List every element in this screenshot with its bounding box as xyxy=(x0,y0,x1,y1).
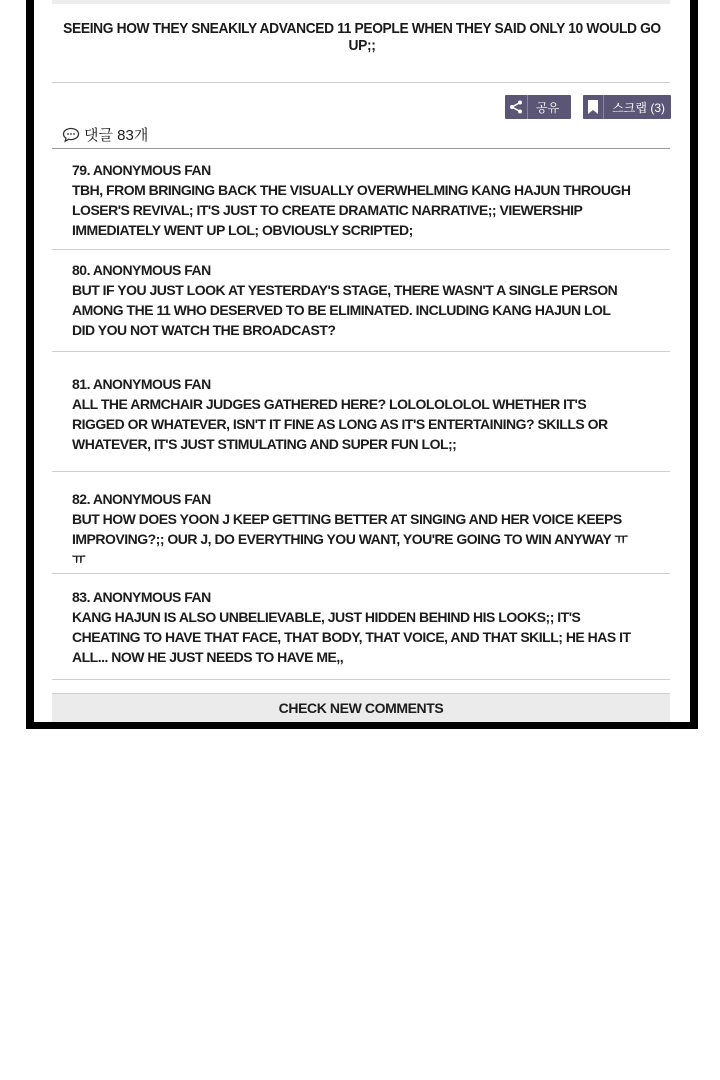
divider xyxy=(52,471,670,472)
comment-author: 81. ANONYMOUS FAN xyxy=(72,376,211,392)
comment-text: BUT HOW DOES YOON J KEEP GETTING BETTER AT SINGING AND HER VOICE KEEPS IMPROVING?;; OUR J, DO EVERYTHING YOU WANT, YOU'RE GOING TO WIN ANYWAY ㅠㅠ xyxy=(72,511,628,567)
divider xyxy=(52,249,670,250)
divider xyxy=(52,573,670,574)
post-body: SEEING HOW THEY SNEAKILY ADVANCED 11 PEOPLE WHEN THEY SAID ONLY 10 WOULD GO UP;; xyxy=(63,20,661,54)
comment-text: BUT IF YOU JUST LOOK AT YESTERDAY'S STAGE, THERE WASN'T A SINGLE PERSON AMONG THE 11 WHO DESERVED TO BE ELIMINATED. INCLUDING KANG HAJUN LOL DID YOU NOT WATCH THE BROADCAST? xyxy=(72,282,618,338)
comment-author: 79. ANONYMOUS FAN xyxy=(72,162,211,178)
comment-text: ALL THE ARMCHAIR JUDGES GATHERED HERE? LOLOLOLOLOL WHETHER IT'S RIGGED OR WHATEVER, ISN'T IT FINE AS LONG AS IT'S ENTERTAINING? SKILLS OR WHATEVER, IT'S JUST STIMULATING AND SUPER FUN LOL;; xyxy=(72,396,608,452)
divider xyxy=(52,148,670,149)
scrap-button[interactable] xyxy=(583,95,671,119)
divider xyxy=(52,679,670,680)
share-button[interactable] xyxy=(505,95,571,119)
comment-author: 82. ANONYMOUS FAN xyxy=(72,491,211,507)
comment-item xyxy=(72,260,632,340)
comment-count-label: 댓글 83개 xyxy=(84,127,149,144)
comment-author: 80. ANONYMOUS FAN xyxy=(72,262,211,278)
share-icon xyxy=(505,95,528,119)
check-new-comments-button[interactable]: CHECK NEW COMMENTS xyxy=(52,693,670,722)
comment-item xyxy=(72,374,632,454)
divider xyxy=(52,351,670,352)
comment-item xyxy=(72,489,632,569)
comment-count xyxy=(62,124,148,145)
bookmark-icon xyxy=(583,95,604,119)
comment-text: TBH, FROM BRINGING BACK THE VISUALLY OVERWHELMING KANG HAJUN THROUGH LOSER'S REVIVAL; IT'S JUST TO CREATE DRAMATIC NARRATIVE;; VIEWERSHIP IMMEDIATELY WENT UP LOL; OBVIOUSLY SCRIPTED; xyxy=(72,182,631,238)
scrap-label: 스크랩 (3) xyxy=(612,100,665,115)
share-label: 공유 xyxy=(536,100,560,115)
comment-author: 83. ANONYMOUS FAN xyxy=(72,589,211,605)
community-panel xyxy=(34,0,690,722)
comment-item xyxy=(72,160,632,240)
speech-bubble-icon xyxy=(62,127,80,143)
top-divider xyxy=(52,0,670,4)
comment-text: KANG HAJUN IS ALSO UNBELIEVABLE, JUST HIDDEN BEHIND HIS LOOKS;; IT'S CHEATING TO HAVE THAT FACE, THAT BODY, THAT VOICE, AND THAT SKILL; HE HAS IT ALL... NOW HE JUST NEEDS TO HAVE ME,, xyxy=(72,609,631,665)
divider xyxy=(52,82,670,83)
comment-item xyxy=(72,587,632,667)
